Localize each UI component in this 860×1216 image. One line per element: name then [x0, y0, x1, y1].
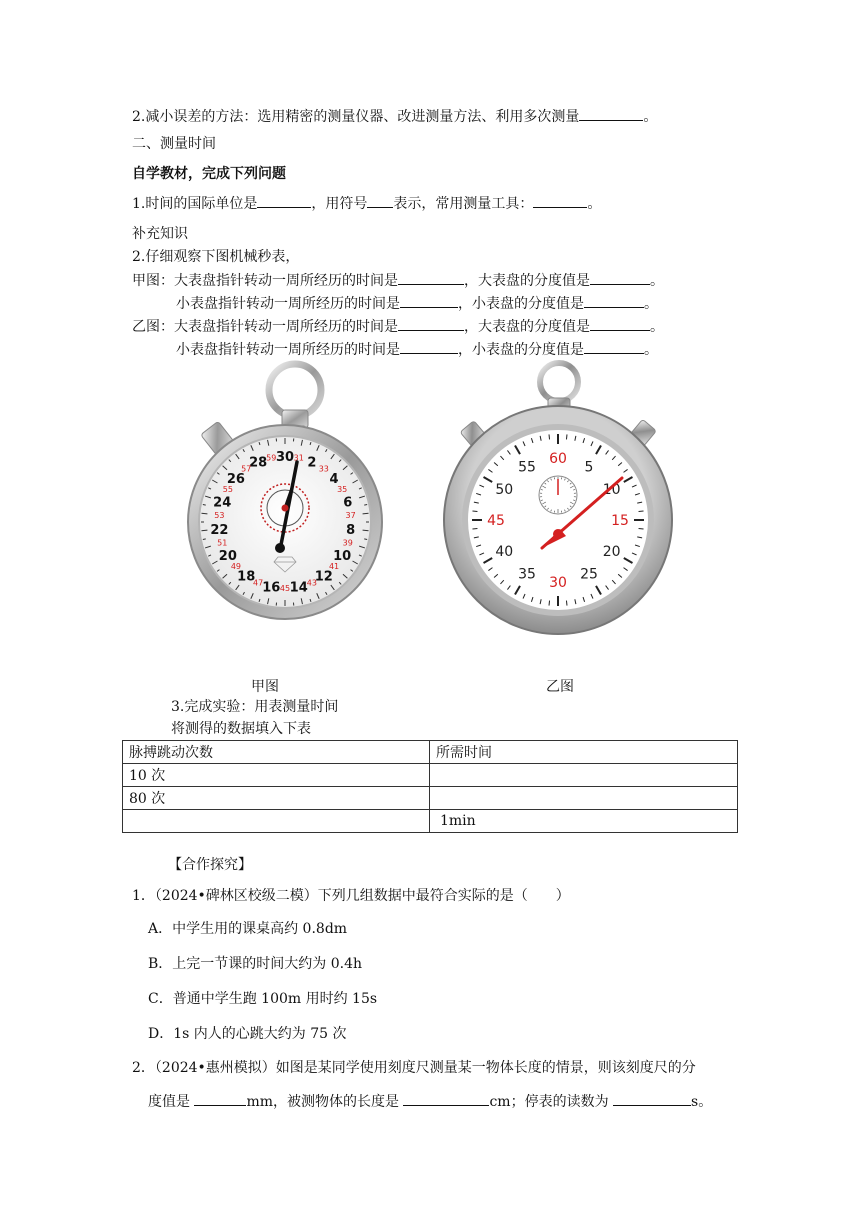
table-cell[interactable]: 1min	[430, 810, 738, 833]
answer-blank[interactable]	[403, 1091, 489, 1106]
dial-number: 15	[611, 513, 629, 529]
answer-blank[interactable]	[613, 1091, 691, 1106]
caption-jia: 甲图	[251, 679, 279, 695]
dial-number-red: 49	[230, 562, 242, 572]
option-b[interactable]: B．上完一节课的时间大约为 0.4h	[148, 956, 363, 972]
question-1-line: 1.时间的国际单位是 ，用符号 表示，常用测量工具： 。	[132, 193, 601, 214]
dial-number: 20	[218, 549, 237, 564]
stopwatch-yi	[438, 360, 678, 660]
table-cell[interactable]: 10 次	[123, 764, 430, 787]
yi-big-dial-line: 乙图：大表盘指针转动一周所经历的时间是 ，大表盘的分度值是 。	[132, 316, 664, 337]
coop-question-2-line1: 2．（2024•惠州模拟）如图是某同学使用刻度尺测量某一物体长度的情景，则该刻度尺的分	[132, 1060, 696, 1076]
answer-blank[interactable]	[398, 270, 464, 285]
dial-number-red: 35	[337, 485, 348, 494]
dial-number-red: 55	[222, 485, 233, 494]
answer-blank[interactable]	[584, 293, 644, 308]
answer-blank[interactable]	[367, 193, 393, 208]
answer-blank[interactable]	[579, 106, 643, 121]
dial-number-red: 47	[253, 578, 264, 588]
dial-number: 10	[602, 482, 621, 498]
experiment-subtitle: 将测得的数据填入下表	[171, 721, 311, 737]
coop-question-2-line2: 度值是 mm，被测物体的长度是 cm；停表的读数为 s。	[148, 1091, 712, 1112]
dial-number: 8	[346, 522, 356, 538]
dial-number: 10	[333, 549, 352, 564]
dial-number: 26	[226, 471, 245, 487]
dial-number: 5	[584, 459, 594, 476]
answer-blank[interactable]	[590, 270, 650, 285]
table-header-cell: 脉搏跳动次数	[123, 741, 430, 764]
answer-blank[interactable]	[257, 193, 311, 208]
dial-number-red: 57	[241, 464, 252, 474]
dial-number-red: 31	[293, 453, 304, 463]
self-study-heading: 自学教材，完成下列问题	[132, 166, 286, 182]
table-cell[interactable]	[123, 810, 430, 833]
answer-blank[interactable]	[194, 1091, 246, 1106]
table-header-row	[123, 741, 738, 764]
coop-heading: 【合作探究】	[168, 857, 252, 873]
caption-yi: 乙图	[546, 679, 574, 695]
dial-number: 16	[262, 580, 281, 596]
dial-number: 18	[237, 569, 256, 585]
dial-number-red: 53	[214, 511, 225, 521]
answer-blank[interactable]	[533, 193, 587, 208]
table-cell[interactable]	[430, 764, 738, 787]
dial-number: 40	[495, 544, 514, 560]
section-heading: 二、测量时间	[132, 136, 216, 152]
option-d[interactable]: D．1s 内人的心跳大约为 75 次	[148, 1026, 347, 1042]
dial-number-red: 39	[342, 538, 353, 548]
dial-number: 22	[210, 522, 229, 538]
dial-number: 45	[487, 513, 505, 529]
dial-number: 14	[289, 580, 308, 596]
dial-number: 12	[314, 569, 333, 585]
table-row	[123, 810, 738, 833]
dial-number: 30	[275, 450, 295, 465]
dial-number: 30	[549, 575, 567, 591]
dial-number: 55	[518, 459, 536, 476]
coop-question-1: 1．（2024•碑林区校级二模）下列几组数据中最符合实际的是（ ）	[132, 888, 570, 904]
table-row	[123, 787, 738, 810]
jia-small-dial-line: 小表盘指针转动一周所经历的时间是 ，小表盘的分度值是 。	[176, 293, 658, 314]
answer-blank[interactable]	[584, 339, 644, 354]
dial-number: 6	[343, 495, 353, 511]
dial-number: 35	[518, 566, 536, 583]
table-header-cell: 所需时间	[430, 741, 738, 764]
dial-number: 50	[495, 482, 514, 498]
dial-number-red: 37	[345, 511, 356, 521]
answer-blank[interactable]	[590, 316, 650, 331]
question-2-intro: 2.仔细观察下图机械秒表，	[132, 249, 300, 265]
ring-icon	[540, 363, 578, 401]
supplement-heading: 补充知识	[132, 226, 188, 242]
ring-icon	[269, 364, 321, 416]
option-c[interactable]: C．普通中学生跑 100m 用时约 15s	[148, 991, 378, 1007]
dial-number-red: 43	[306, 578, 317, 588]
dial-number-red: 33	[318, 464, 329, 474]
answer-blank[interactable]	[400, 293, 458, 308]
experiment-title: 3.完成实验：用表测量时间	[171, 699, 339, 715]
dial-number-red: 59	[266, 453, 277, 463]
table-cell[interactable]: 80 次	[123, 787, 430, 810]
error-reduction-line: 2.减小误差的方法：选用精密的测量仪器、改进测量方法、利用多次测量 。	[132, 106, 657, 127]
stopwatch-jia	[180, 360, 390, 660]
dial-number: 4	[329, 471, 339, 487]
dial-number-red: 45	[279, 584, 291, 593]
data-table	[122, 740, 738, 833]
jia-big-dial-line: 甲图：大表盘指针转动一周所经历的时间是 ，大表盘的分度值是 。	[132, 270, 664, 291]
dial-number: 2	[307, 455, 317, 471]
table-row	[123, 764, 738, 787]
dial-number: 20	[602, 544, 621, 560]
dial-number: 24	[213, 495, 232, 511]
table-cell[interactable]	[430, 787, 738, 810]
dial-number-red: 41	[328, 562, 340, 572]
answer-blank[interactable]	[400, 339, 458, 354]
dial-number-red: 51	[217, 538, 228, 548]
option-a[interactable]: A．中学生用的课桌高约 0.8dm	[148, 921, 348, 937]
yi-small-dial-line: 小表盘指针转动一周所经历的时间是 ，小表盘的分度值是 。	[176, 339, 658, 360]
dial-number: 25	[580, 566, 598, 583]
dial-number: 28	[249, 455, 268, 471]
answer-blank[interactable]	[398, 316, 464, 331]
dial-number: 60	[549, 451, 567, 467]
